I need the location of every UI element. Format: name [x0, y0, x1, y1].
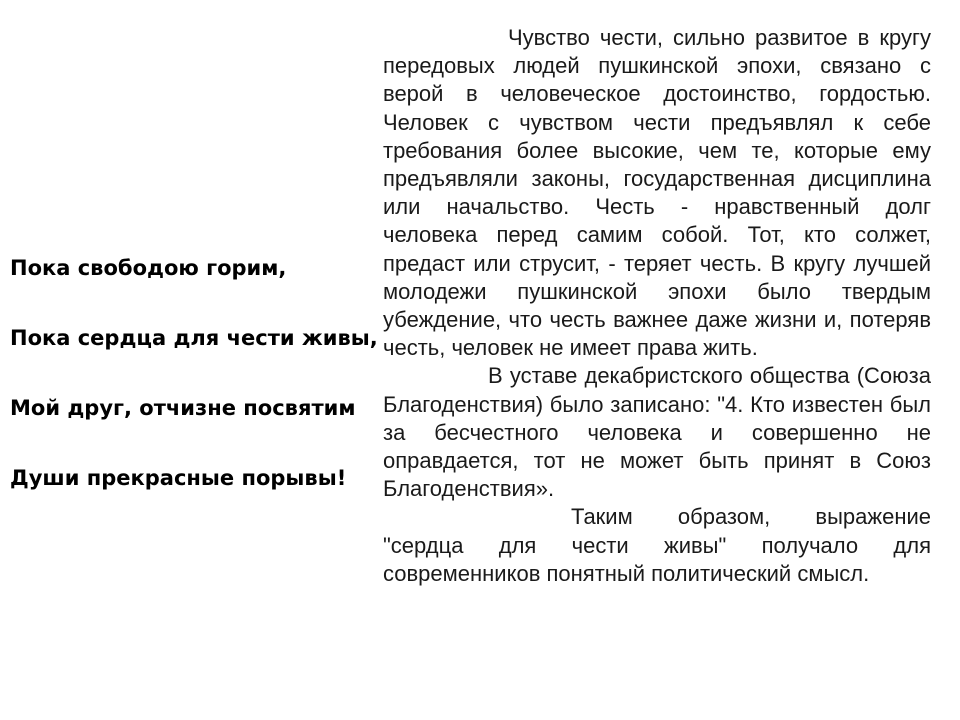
poem-line: Души прекрасные порывы! [10, 466, 347, 490]
poem-line: Пока свободою горим, [10, 256, 287, 280]
paragraph-charter: В уставе декабристского общества (Союза Благоденствия) было записано: "4. Кто известен был за бесчестного человека и совершенно не оправдается, тот не может быть принят в Союз Благоденствия». [383, 363, 931, 502]
paragraph-honor: Чувство чести, сильно развитое в кругу передовых людей пушкинской эпохи, связано с верой в человеческое достоинство, гордостью. Человек с чувством чести предъявлял к себе требования более высокие, чем те, которые ему предъявляли законы, государственная дисциплина или начальство. Честь - нравственный долг человека перед самим собой. Тот, кто солжет, предаст или струсит, - теряет честь. В кругу лучшей молодежи пушкинской эпохи было твердым убеждение, что честь важнее даже жизни и, потеряв честь, человек не имеет права жить. [383, 25, 931, 361]
poem-line: Пока сердца для чести живы, [10, 326, 378, 350]
paragraph-conclusion: Таким образом, выражение "сердца для чести живы" получало для современников понятный политический смысл. [383, 504, 931, 586]
poem-line: Мой друг, отчизне посвятим [10, 396, 356, 420]
commentary-text [383, 24, 931, 588]
